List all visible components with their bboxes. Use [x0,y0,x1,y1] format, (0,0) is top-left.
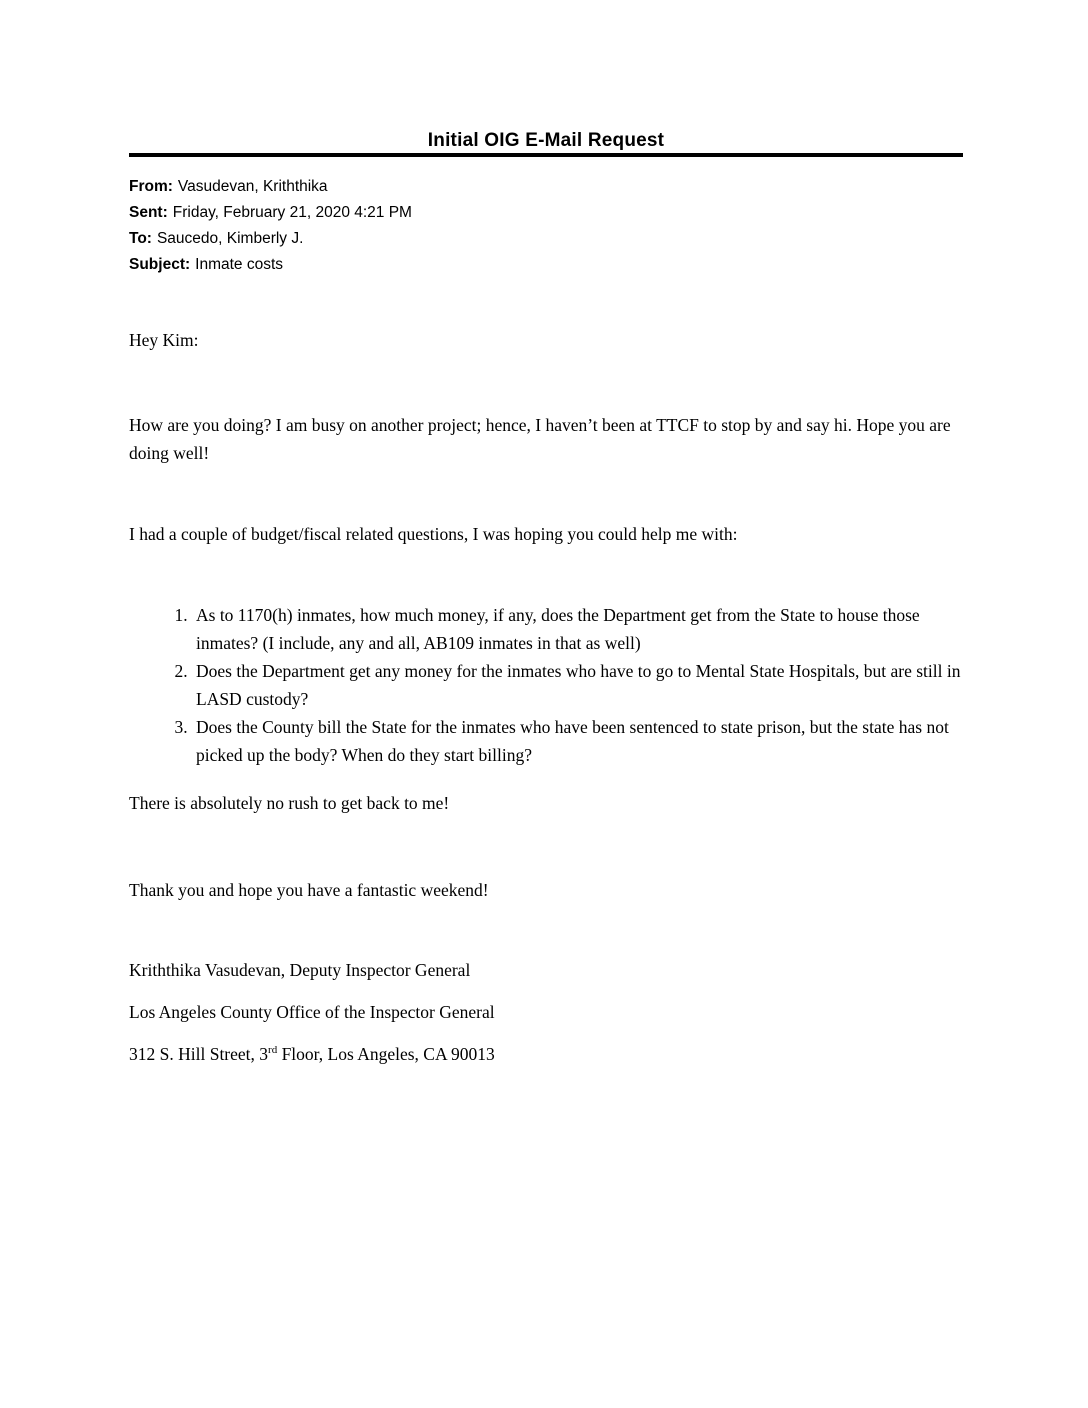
sent-value: Friday, February 21, 2020 4:21 PM [172,204,412,221]
page-title: Initial OIG E-Mail Request [427,130,665,151]
from-value: Vasudevan, Kriththika [177,178,328,195]
signature-address-ordinal: rd [268,1044,278,1057]
question-list [129,601,963,769]
subject-label: Subject: [129,256,191,273]
to-label: To: [129,230,152,247]
paragraph-thank-you: Thank you and hope you have a fantastic weekend! [129,880,489,900]
title-divider [129,153,963,157]
subject-value: Inmate costs [195,256,284,273]
to-value: Saucedo, Kimberly J. [156,230,304,247]
signature-address [129,1040,963,1068]
paragraph-budget-questions-intro: I had a couple of budget/fiscal related questions, I was hoping you could help me with: [129,524,738,544]
email-header-to [129,226,963,252]
sent-label: Sent: [129,204,168,221]
signature-office: Los Angeles County Office of the Inspector General [129,1002,495,1022]
email-body [129,326,963,1068]
email-header-subject [129,252,963,278]
question-item-1: 1. As to 1170(h) inmates, how much money, if any, does the Department get from the State to house those inmates? (I include, any and all, AB109 inmates in that as well) [192,601,963,657]
signature-name-title: Kriththika Vasudevan, Deputy Inspector General [129,960,471,980]
email-header [129,174,963,278]
email-header-from [129,174,963,200]
greeting-text: Hey Kim: [129,330,199,350]
document-body [129,0,963,1068]
signature-address-start: 312 S. Hill Street, 3 [129,1044,269,1064]
signature-address-end: Floor, Los Angeles, CA 90013 [277,1044,495,1064]
question-item-2: 2. Does the Department get any money for the inmates who have to go to Mental State Hospitals, but are still in LASD custody? [192,657,963,713]
paragraph-doing-well: How are you doing? I am busy on another project; hence, I haven’t been at TTCF to stop by and say hi. Hope you are doing well! [129,415,951,463]
paragraph-no-rush: There is absolutely no rush to get back to me! [129,793,450,813]
question-item-3: 3. Does the County bill the State for the inmates who have been sentenced to state prison, but the state has not picked up the body? When do they start billing? [192,713,963,769]
from-label: From: [129,178,173,195]
email-header-sent [129,200,963,226]
